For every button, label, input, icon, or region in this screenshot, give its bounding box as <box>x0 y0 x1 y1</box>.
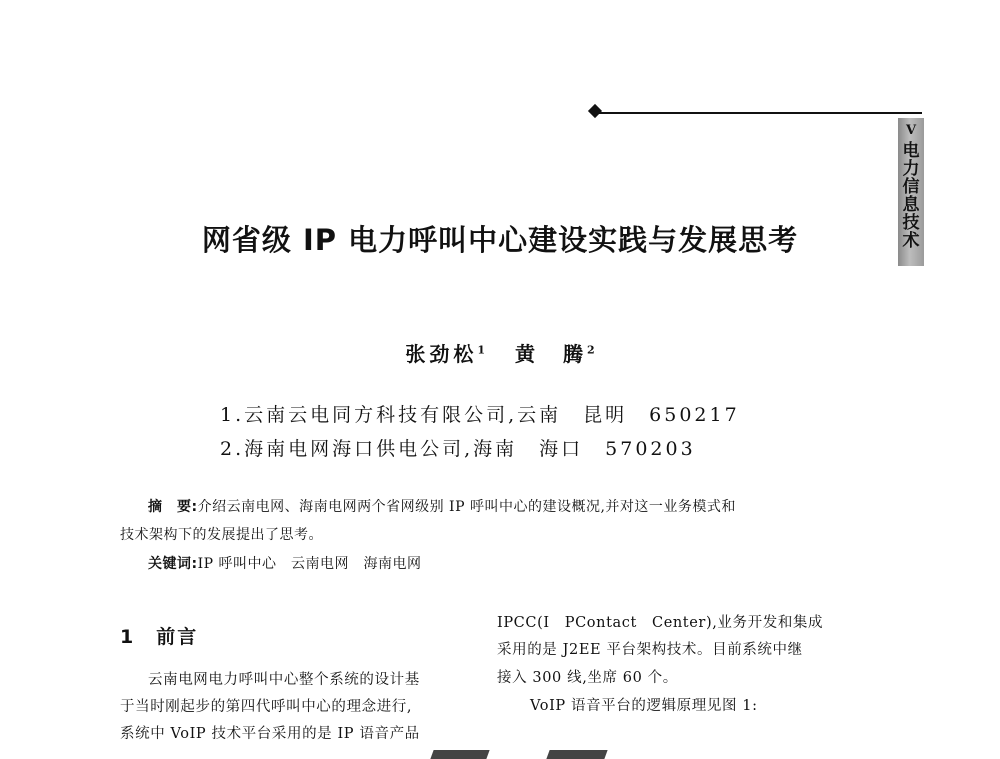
affiliation-1: 1.云南云电同方科技有限公司,云南 昆明 650217 <box>220 404 740 426</box>
abstract-text: 介绍云南电网、海南电网两个省网级别 IP 呼叫中心的建设概况,并对这一业务模式和 <box>197 499 736 515</box>
keywords-text: IP 呼叫中心 云南电网 海南电网 <box>197 556 422 572</box>
section-heading: 1 前言 <box>120 626 199 648</box>
figure-device-shape <box>430 750 489 759</box>
author-name: 张劲松 <box>405 342 478 366</box>
keywords-line <box>148 553 422 573</box>
keywords-label: 关键词: <box>148 556 198 572</box>
journal-tab-char: 力 <box>902 159 920 179</box>
figure-device-shape <box>546 750 607 759</box>
journal-tab-mark: V <box>905 123 917 138</box>
paper-title: 网省级 IP 电力呼叫中心建设实践与发展思考 <box>201 223 799 257</box>
abstract-label: 摘 要: <box>148 499 198 515</box>
body-text-line: 采用的是 J2EE 平台架构技术。目前系统中继 <box>497 642 803 658</box>
author-name: 黄 腾 <box>515 342 587 366</box>
author-affiliation-mark: 1 <box>477 343 485 357</box>
body-text-line: IPCC(I PContact Center),业务开发和集成 <box>497 615 824 631</box>
journal-tab-char: 技 <box>902 213 920 233</box>
abstract-text-continued: 技术架构下的发展提出了思考。 <box>120 527 323 543</box>
author-list <box>0 338 1000 367</box>
journal-tab-char: 电 <box>902 141 920 161</box>
header-rule <box>598 112 922 114</box>
body-text-line: 接入 300 线,坐席 60 个。 <box>497 670 678 686</box>
body-text-line: VoIP 语音平台的逻辑原理见图 1: <box>530 698 758 714</box>
abstract-line <box>148 496 736 516</box>
journal-tab-char: 信 <box>902 177 920 197</box>
body-text-line: 云南电网电力呼叫中心整个系统的设计基 <box>148 672 420 688</box>
author-affiliation-mark: 2 <box>587 343 595 357</box>
body-text-line: 于当时刚起步的第四代呼叫中心的理念进行, <box>120 699 413 715</box>
journal-tab-char: 术 <box>902 231 920 251</box>
journal-tab-char: 息 <box>902 195 920 215</box>
diamond-bullet-icon <box>588 104 602 118</box>
body-text-line: 系统中 VoIP 技术平台采用的是 IP 语音产品 <box>120 726 420 742</box>
affiliation-2: 2.海南电网海口供电公司,海南 海口 570203 <box>220 438 696 460</box>
